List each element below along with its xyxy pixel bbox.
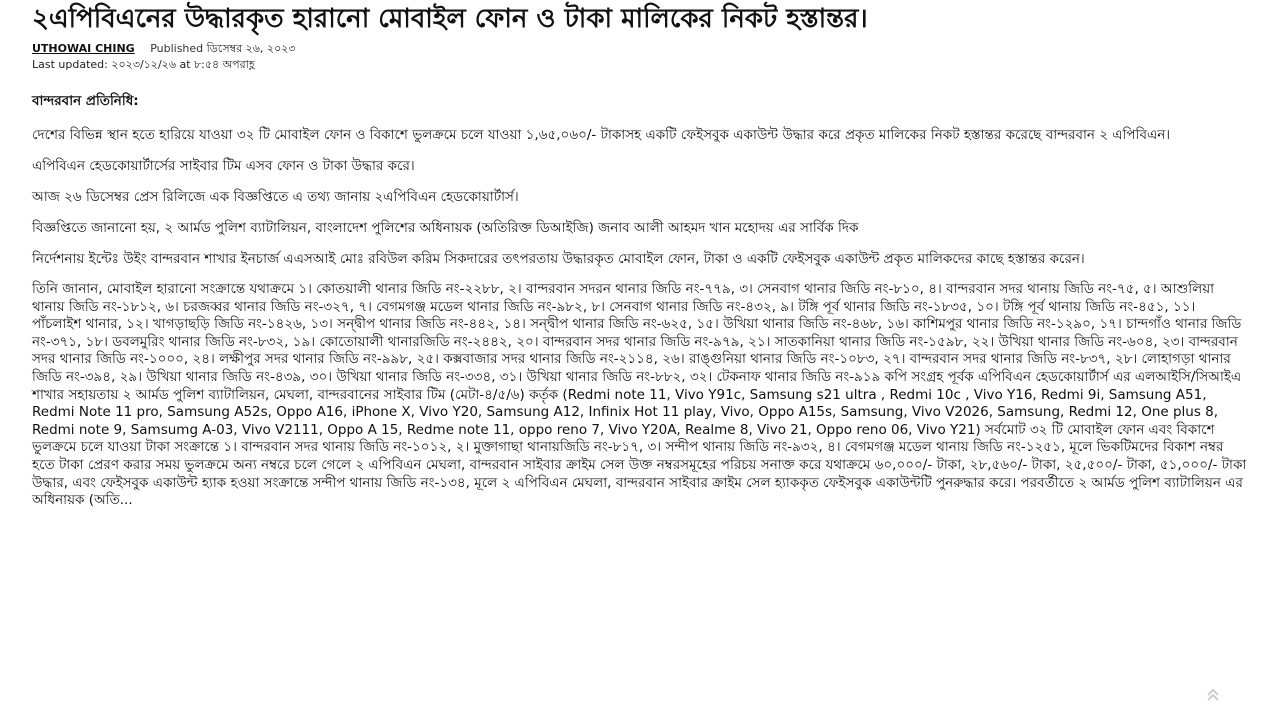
author-link[interactable]: UTHOWAI CHING [32, 42, 135, 55]
article-meta [32, 42, 1247, 56]
article-paragraph: আজ ২৬ ডিসেম্বর প্রেস রিলিজে এক বিজ্ঞপ্তিতে এ তথ্য জানায় ২এপিবিএন হেডকোয়ার্টার্স। [32, 189, 519, 205]
article-paragraph: দেশের বিভিন্ন স্থান হতে হারিয়ে যাওয়া ৩২ টি মোবাইল ফোন ও বিকাশে ভুলক্রমে চলে যাওয়া ১,৬৫,০৬০/- টাকাসহ একটি ফেইসবুক একাউন্ট উদ্ধার করে প্রকৃত মালিকের নিকট হস্তান্তর করেছে বান্দরবান ২ এপিবিএন। [32, 127, 1171, 143]
article-paragraph: নির্দেশনায় ইন্টেঃ উইং বান্দরবান শাখার ইনচার্জ এএসআই মোঃ রবিউল করিম সিকদারের তৎপরতায় উদ্ধারকৃত মোবাইল ফোন, টাকা ও একটি ফেইসবুক একাউন্ট প্রকৃত মালিকদের কাছে হস্তান্তর করেন। [32, 251, 1085, 267]
scroll-to-top-button[interactable] [1199, 683, 1227, 711]
article-body [32, 92, 1247, 510]
last-updated-label: Last updated: [32, 58, 108, 71]
published-date: ডিসেম্বর ২৬, ২০২৩ [206, 42, 296, 55]
article-paragraph: তিনি জানান, মোবাইল হারানো সংক্রান্তে যথাক্রমে ১। কোতয়ালী থানার জিডি নং-২২৮৮, ২। বান্দরবান সদরন থানার জিডি নং-৭৭৯, ৩। সেনবাগ থানার জিডি নং-৮১০, ৪। বান্দরবান সদর থানায় জিডি নং-৭৫, ৫। আশুলিয়া থানায় জিডি নং-১৮১২, ৬। চরজব্বর থানার জিডি নং-৩২৭, ৭। বেগমগঞ্জ মডেল থানার জিডি নং-৯৮২, ৮। সেনবাগ থানার জিডি নং-৪৩২, ৯। টঙ্গি পূর্ব থানার জিডি নং-১৮৩৫, ১০। টঙ্গি পূর্ব থানায় জিডি নং-৪৫১, ১১। পাঁচলাইশ থানার, ১২। খাগড়াছড়ি জিডি নং-১৪২৬, ১৩। সন্দ্বীপ থানার জিডি নং-৪৪২, ১৪। সন্দ্বীপ থানার জিডি নং-৬২৫, ১৫। উখিয়া থানার জিডি নং-৪৬৮, ১৬। কাশিমপুর থানার জিডি নং-১২৯০, ১৭। চান্দগাঁও থানার জিডি নং-৩৭১, ১৮। ডবলমুরিং থানার জিডি নং-৮৩২, ১৯। কোতোয়ালী থানারজিডি নং-২৪৪২, ২০। বান্দরবান সদর থানার জিডি নং-৯৭৯, ২১। সাতকানিয়া থানার জিডি নং-১৫৯৮, ২২। উখিয়া থানার জিডি নং-৬০৪, ২৩। বান্দরবান সদর থানার জিডি নং-১০০০, ২৪। লক্ষীপুর সদর থানার জিডি নং-৯৯৮, ২৫। কক্সবাজার সদর থানার জিডি নং-২১১৪, ২৬। রাঙ্গুনিয়া থানার জিডি নং-১০৮৩, ২৭। বান্দরবান সদর থানার জিডি নং-৮৩৭, ২৮। লোহাগড়া থানার জিডি নং-৩৯৪, ২৯। উখিয়া থানার জিডি নং-৪৩৯, ৩০। উখিয়া থানার জিডি নং-৩৩৪, ৩১। উখিয়া থানার জিডি নং-৮৮২, ৩২। টেকনাফ থানার জিডি নং-৯১৯ কপি সংগ্রহ পূর্বক এপিবিএন হেডকোয়ার্টার্স এর এলআইসি/সিআইএ শাখার সহায়তায় ২ আর্মড পুলিশ ব্যাটালিয়ন, মেঘলা, বান্দরবানের সাইবার টিম (মেটা-৪/৫/৬) কর্তৃক (Redmi note 11, Vivo Y91c, Samsung s21 ultra , Redmi 10c , Vivo Y16, Redmi 9i, Samsung A51, Redmi Note 11 pro, Samsung A52s, Oppo A16, iPhone X, Vivo Y20, Samsung A12, Infinix Hot 11 play, Vivo, Oppo A15s, Samsung, Vivo V2026, Samsung, Redmi 12, One plus 8, Redmi note 9, Samsumg A-03, Vivo V2111, Oppo A 15, Redme note 11, oppo reno 7, Vivo Y20A, Realme 8, Vivo 21, Oppo reno 06, Vivo Y21) সর্বমোট ৩২ টি মোবাইল ফোন এবং বিকাশে ভুলক্রমে চলে যাওয়া টাকা সংক্রান্তে ১। বান্দরবান সদর থানায় জিডি নং-১০১২, ২। মুক্তাগাছা থানায়জিডি নং-৮১৭, ৩। সন্দীপ থানায় জিডি নং-৯৩২, ৪। বেগমগঞ্জ মডেল থানায় জিডি নং-১২৫১, মূলে ভিকটিমদের বিকাশ নম্বর হতে টাকা প্রেরণ করার সময় ভুলক্রমে অন্য নম্বরে চলে গেলে ২ এপিবিএন মেঘলা, বান্দরবান সাইবার ক্রাইম সেল উক্ত নম্বরসমূহের পরিচয় সনাক্ত করে যথাক্রমে ৬০,০০০/- টাকা, ২৮,৫৬০/- টাকা, ২৫,৫০০/- টাকা, ৫১,০০০/- টাকা উদ্ধার, এবং ফেইসবুক একাউন্ট হ্যাক হওয়া সংক্রান্তে সন্দীপ থানায় জিডি নং-১৩৪, মূলে ২ এপিবিএন মেঘলা, বান্দরবান সাইবার ক্রাইম সেল হ্যাককৃত ফেইসবুক একাউন্টটি পুনরুদ্ধার করে। পরবর্তীতে ২ আর্মড পুলিশ ব্যাটালিয়ন এর অধিনায়ক (অতি... [32, 281, 1247, 509]
published-label: Published [150, 42, 204, 55]
article-headline: ২এপিবিএনের উদ্ধারকৃত হারানো মোবাইল ফোন ও টাকা মালিকের নিকট হস্তান্তর। [32, 4, 868, 34]
chevron-up-double-icon [1205, 687, 1221, 707]
last-updated-value: ২০২৩/১২/২৬ at ৮:৫৪ অপরাহ্ণ [111, 58, 255, 71]
last-updated [32, 58, 1247, 72]
article-paragraph: এপিবিএন হেডকোয়ার্টার্সের সাইবার টিম এসব ফোন ও টাকা উদ্ধার করে। [32, 158, 415, 174]
article [32, 4, 1247, 523]
article-paragraph: বিজ্ঞপ্তিতে জানানো হয়, ২ আর্মড পুলিশ ব্যাটালিয়ন, বাংলাদেশ পুলিশের অধিনায়ক (অতিরিক্ত ডিআইজি) জনাব আলী আহমদ খান মহোদয় এর সার্বিক দিক [32, 220, 859, 236]
article-byline: বান্দরবান প্রতিনিধি: [32, 93, 139, 109]
